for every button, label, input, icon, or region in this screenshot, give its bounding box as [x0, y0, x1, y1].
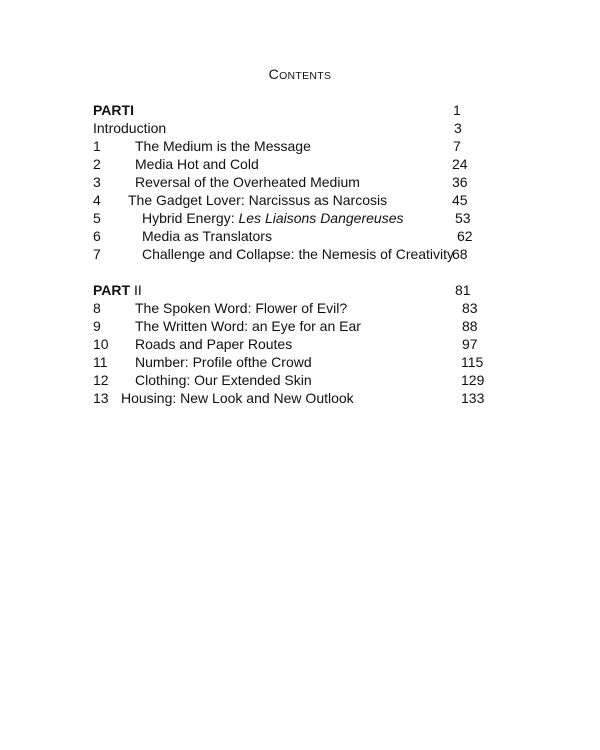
part-one-header	[93, 101, 473, 119]
toc-entry	[93, 335, 478, 353]
toc-entry-page: 97	[462, 336, 478, 352]
toc-entry-title: The Medium is the Message	[135, 138, 311, 154]
toc-entry-page: 3	[454, 120, 462, 136]
toc-entry-page: 83	[462, 300, 478, 316]
toc-entry-title: Clothing: Our Extended Skin	[135, 372, 312, 388]
page-title	[0, 66, 600, 82]
toc-entry-number: 10	[93, 336, 109, 352]
part-two-label	[93, 282, 142, 298]
part-two-label-numeral: II	[133, 282, 142, 298]
toc-entry-title: Challenge and Collapse: the Nemesis of Creativity	[142, 246, 455, 262]
toc-entry	[93, 227, 473, 245]
toc-entry-title: Number: Profile ofthe Crowd	[135, 354, 312, 370]
toc-entry	[93, 191, 473, 209]
part-one-page: 1	[453, 102, 461, 118]
toc-entry-page: 129	[461, 372, 485, 388]
toc-entry-title: The Gadget Lover: Narcissus as Narcosis	[128, 192, 388, 208]
toc-entry	[93, 245, 493, 263]
toc-entry-number: 2	[93, 156, 101, 172]
toc-entry-title: Reversal of the Overheated Medium	[135, 174, 360, 190]
toc-entry-page: 45	[452, 192, 468, 208]
toc-entry-page: 133	[461, 390, 485, 406]
part-two-label-bold: PART	[93, 282, 134, 298]
toc-entry-title: Introduction	[93, 120, 167, 136]
toc-entry-title: Media Hot and Cold	[135, 156, 259, 172]
toc-entry-number: 9	[93, 318, 101, 334]
toc-entry	[93, 317, 478, 335]
toc-entry-number: 13	[93, 390, 109, 406]
toc-entry-number: 7	[93, 246, 101, 262]
toc-entry	[93, 119, 473, 137]
toc-entry-number: 4	[93, 192, 101, 208]
part-two-page: 81	[455, 282, 471, 298]
toc-entry-number: 6	[93, 228, 101, 244]
toc-entry-title: Roads and Paper Routes	[135, 336, 293, 352]
title-rest: ONTENTS	[279, 70, 332, 82]
toc-entry-page: 24	[452, 156, 468, 172]
toc-entry-title: Media as Translators	[142, 228, 272, 244]
part-one-label: PARTI	[93, 102, 134, 118]
toc-entry-number: 11	[93, 354, 108, 370]
toc-entry-number: 8	[93, 300, 101, 316]
toc-entry	[93, 173, 473, 191]
toc-entry-page: 68	[452, 246, 468, 262]
toc-entry-number: 5	[93, 210, 101, 226]
toc-entry-title: The Written Word: an Eye for an Ear	[135, 318, 361, 334]
toc-entry-title-plain: Hybrid Energy:	[142, 210, 239, 226]
toc-entry	[93, 389, 485, 407]
toc-entry	[93, 155, 473, 173]
title-first-letter: C	[268, 66, 280, 82]
part-two-header	[93, 281, 473, 299]
toc-entry	[93, 353, 484, 371]
toc-entry-number: 3	[93, 174, 101, 190]
toc-entry	[93, 371, 485, 389]
toc-entry-page: 36	[452, 174, 468, 190]
toc-entry-number: 12	[93, 372, 109, 388]
toc-entry-page: 115	[461, 354, 484, 370]
toc-entry-title: Housing: New Look and New Outlook	[121, 390, 354, 406]
toc-entry-page: 88	[462, 318, 478, 334]
toc-entry-number: 1	[93, 138, 101, 154]
toc-entry	[93, 299, 478, 317]
toc-entry	[93, 137, 473, 155]
toc-entry-title-italic: Les Liaisons Dangereuses	[238, 210, 404, 226]
toc-entry-page: 7	[453, 138, 461, 154]
toc-entry-title: The Spoken Word: Flower of Evil?	[135, 300, 348, 316]
toc-entry-title	[142, 209, 403, 227]
toc-entry-page: 53	[455, 210, 471, 226]
toc-entry	[93, 209, 473, 227]
toc-entry-page: 62	[457, 228, 473, 244]
